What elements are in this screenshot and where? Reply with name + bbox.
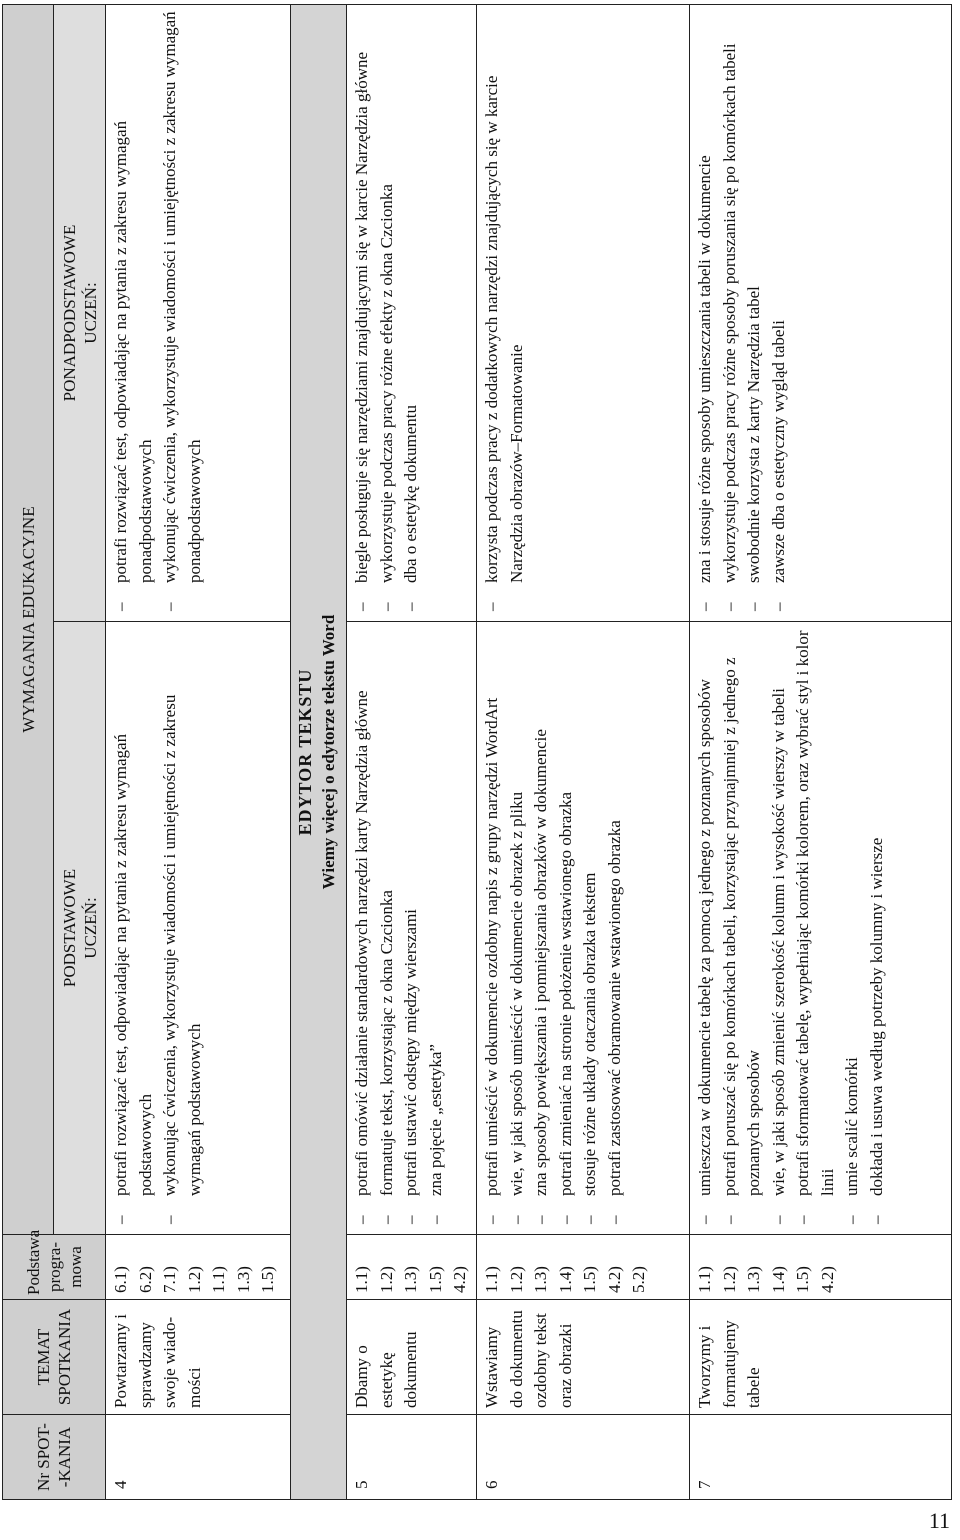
list-item: – wykonując ćwiczenia, wykorzystuje wiadomości i umiejętności z zakresu wymagań ponadpodstawowych <box>158 11 207 615</box>
code: 1.5) <box>580 1266 599 1293</box>
list-item: – potrafi rozwiązać test, odpowiadając na pytania z zakresu wymagań ponadpodstawowych <box>109 11 158 615</box>
section-header <box>291 5 347 1500</box>
list-item: – swobodnie korzysta z karty Narzędzia tabel <box>742 11 767 615</box>
row-topic: Dbamy o estetykę dokumentu <box>347 1300 477 1415</box>
row-topic: Powtarzamy i sprawdzamy swoje wiado- mości <box>106 1300 291 1415</box>
list-item: – zna sposoby powiększania i pomniejszania obrazków w dokumencie <box>529 628 554 1228</box>
code: 4.2) <box>604 1266 624 1293</box>
table-row-5 <box>347 5 477 1500</box>
list-item: – potrafi zmieniać na stronie położenie wstawionego obrazka <box>554 628 579 1228</box>
header-basic-title: PODSTAWOWE <box>59 868 79 988</box>
row-number: 4 <box>106 1415 291 1500</box>
page-number: 11 <box>928 1508 950 1533</box>
list-item: – formatuje tekst, korzystając z okna Czcionka <box>375 628 400 1228</box>
table-row-6 <box>477 5 690 1500</box>
header-advanced <box>54 5 106 622</box>
code: 5.2) <box>629 1266 648 1293</box>
section-subtitle: Wiemy więcej o edytorze tekstu Word <box>319 614 338 890</box>
list-item: – biegle posługuje się narzędziami znajdującymi się w karcie Narzędzia główne <box>350 11 375 615</box>
table-row-4 <box>106 5 291 1500</box>
list-item: – potrafi zastosować obramowanie wstawionego obrazka <box>603 628 628 1228</box>
code: 1.2) <box>719 1266 739 1293</box>
row-basic-requirements <box>347 622 477 1235</box>
section-title: EDYTOR TEKSTU <box>295 668 315 836</box>
code: 1.2) <box>376 1266 396 1293</box>
list-item: – dokłada i usuwa według potrzeby kolumny i wiersze <box>865 628 890 1228</box>
code: 1.3) <box>744 1266 763 1293</box>
code: 1.5) <box>258 1266 277 1293</box>
code: 1.1) <box>482 1266 501 1293</box>
row-advanced-requirements <box>106 5 291 622</box>
row-number: 7 <box>690 1415 952 1500</box>
list-item: – stosuje różne układy otaczania obrazka tekstem <box>578 628 603 1228</box>
row-codes <box>106 1235 291 1300</box>
list-item: – wykorzystuje podczas pracy różne sposoby poruszania się po komórkach tabeli <box>718 11 743 615</box>
header-basic <box>54 622 106 1235</box>
code: 7.1) <box>160 1266 179 1293</box>
code: 1.5) <box>793 1266 812 1293</box>
row-basic-requirements <box>106 622 291 1235</box>
list-item: – potrafi ustawić odstępy między wierszami <box>399 628 424 1228</box>
list-item: – zna i stosuje różne sposoby umieszczania tabeli w dokumencie <box>693 11 718 615</box>
section-row <box>291 5 347 1500</box>
list-item: – wykorzystuje podczas pracy różne efekty z okna Czcionka <box>375 11 400 615</box>
row-codes <box>690 1235 952 1300</box>
list-item: – korzysta podczas pracy z dodatkowych narzędzi znajdujących się w karcie Narzędzia obrazów–Formatowanie <box>480 11 529 615</box>
header-basic-sub: UCZEŃ: <box>80 897 100 959</box>
code: 4.2) <box>817 1266 837 1293</box>
row-advanced-requirements <box>477 5 690 622</box>
header-requirements: WYMAGANIA EDUKACYJNE <box>3 5 54 1235</box>
list-item: – potrafi umieścić w dokumencie ozdobny napis z grupy narzędzi WordArt <box>480 628 505 1228</box>
code: 1.3) <box>401 1266 420 1293</box>
list-item: – zna pojęcie „estetyka” <box>424 628 449 1228</box>
list-item: – potrafi rozwiązać test, odpowiadając na pytania z zakresu wymagań podstawowych <box>109 628 158 1228</box>
code: 1.3) <box>233 1266 253 1293</box>
list-item: – zawsze dba o estetyczny wygląd tabeli <box>767 11 792 615</box>
code: 4.2) <box>450 1266 469 1293</box>
row-basic-requirements <box>690 622 952 1235</box>
list-item: – umie scalić komórki <box>840 628 865 1228</box>
header-topic: TEMAT SPOTKANIA <box>3 1300 106 1415</box>
list-item: – wykonując ćwiczenia, wykorzystuje wiadomości i umiejętności z zakresu wymagań podstawowych <box>158 628 207 1228</box>
list-item: – dba o estetykę dokumentu <box>399 11 424 615</box>
header-advanced-sub: UCZEŃ: <box>80 282 100 344</box>
list-item: – wie, w jaki sposób zmienić szerokość kolumn i wysokość wierszy w tabeli <box>767 628 792 1228</box>
code: 1.4) <box>555 1266 575 1293</box>
row-number: 6 <box>477 1415 690 1500</box>
list-item: – potrafi omówić działanie standardowych narzędzi karty Narzędzia główne <box>350 628 375 1228</box>
code: 1.4) <box>768 1266 788 1293</box>
list-item: – potrafi poruszać się po komórkach tabeli, korzystając przynajmniej z jednego z poznanych sposobów <box>718 628 767 1228</box>
row-number: 5 <box>347 1415 477 1500</box>
code: 1.1) <box>209 1266 228 1293</box>
code: 1.2) <box>506 1266 526 1293</box>
list-item: – potrafi sformatować tabelę, wypełniając komórki kolorem, oraz wybrać styl i kolor linii <box>791 628 840 1228</box>
row-advanced-requirements <box>347 5 477 622</box>
code: 1.3) <box>531 1266 550 1293</box>
header-curriculum: Podstawa progra- mowa <box>3 1235 106 1300</box>
code: 1.2) <box>184 1266 204 1293</box>
code: 6.1) <box>111 1266 130 1293</box>
header-advanced-title: PONADPODSTAWOWE <box>59 224 79 402</box>
code: 1.1) <box>352 1266 371 1293</box>
table-row-7 <box>690 5 952 1500</box>
row-codes <box>347 1235 477 1300</box>
code: 1.5) <box>425 1266 445 1293</box>
code: 1.1) <box>695 1266 714 1293</box>
row-topic: Tworzymy i formatujemy tabele <box>690 1300 952 1415</box>
requirements-table <box>2 4 952 1500</box>
list-item: – wie, w jaki sposób umieścić w dokumencie obrazek z pliku <box>505 628 530 1228</box>
row-basic-requirements <box>477 622 690 1235</box>
row-topic: Wstawiamy do dokumentu ozdobny tekst oraz obrazki <box>477 1300 690 1415</box>
row-codes <box>477 1235 690 1300</box>
header-nr: Nr SPOT- -KANIA <box>3 1415 106 1500</box>
row-advanced-requirements <box>690 5 952 622</box>
code: 6.2) <box>135 1266 155 1293</box>
list-item: – umieszcza w dokumencie tabelę za pomocą jednego z poznanych sposobów <box>693 628 718 1228</box>
